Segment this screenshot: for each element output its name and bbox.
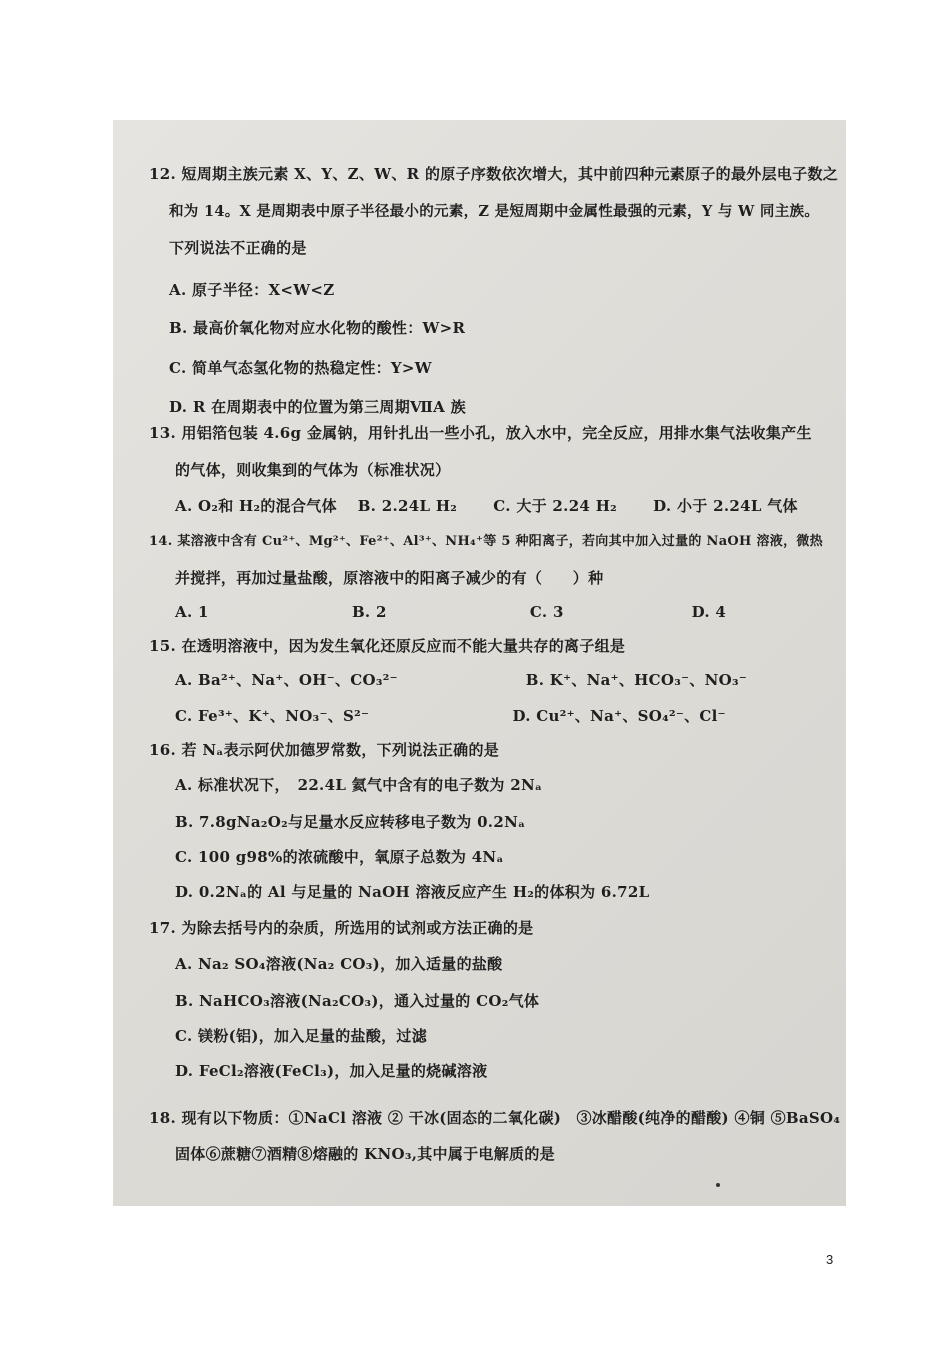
q18-line-1: 18. 现有以下物质：①NaCl 溶液 ② 干冰(固态的二氧化碳) ③冰醋酸(纯净的醋酸) ④铜 ⑤BaSO₄ — [149, 1109, 841, 1127]
q16-option-a: A. 标准状况下， 22.4L 氦气中含有的电子数为 2Nₐ — [175, 776, 543, 794]
q16-option-c: C. 100 g98%的浓硫酸中，氧原子总数为 4Nₐ — [175, 848, 504, 866]
q17-option-d: D. FeCl₂溶液(FeCl₃)，加入足量的烧碱溶液 — [175, 1062, 488, 1080]
q17-stem: 17. 为除去括号内的杂质，所选用的试剂或方法正确的是 — [149, 919, 534, 937]
q12-line-1: 12. 短周期主族元素 X、Y、Z、W、R 的原子序数依次增大，其中前四种元素原子的最外层电子数之 — [149, 165, 839, 183]
q12-line-3: 下列说法不正确的是 — [169, 239, 307, 257]
q12-option-a: A. 原子半径：X<W<Z — [169, 281, 335, 299]
q16-option-b: B. 7.8gNa₂O₂与足量水反应转移电子数为 0.2Nₐ — [175, 813, 526, 831]
q17-option-a: A. Na₂ SO₄溶液(Na₂ CO₃)，加入适量的盐酸 — [175, 955, 503, 973]
q18-line-2: 固体⑥蔗糖⑦酒精⑧熔融的 KNO₃,其中属于电解质的是 — [175, 1145, 555, 1163]
q15-stem: 15. 在透明溶液中，因为发生氧化还原反应而不能大量共存的离子组是 — [149, 637, 626, 655]
q15-options-ab: A. Ba²⁺、Na⁺、OH⁻、CO₃²⁻ B. K⁺、Na⁺、HCO₃⁻、NO₃⁻ — [175, 671, 748, 689]
scanned-page-photo — [113, 120, 846, 1206]
q17-option-b: B. NaHCO₃溶液(Na₂CO₃)，通入过量的 CO₂气体 — [175, 992, 540, 1010]
q16-stem: 16. 若 Nₐ表示阿伏加德罗常数，下列说法正确的是 — [149, 741, 500, 759]
q17-option-c: C. 镁粉(铝)，加入足量的盐酸，过滤 — [175, 1027, 428, 1045]
specks — [716, 1183, 720, 1187]
q14-line-1: 14. 某溶液中含有 Cu²⁺、Mg²⁺、Fe²⁺、Al³⁺、NH₄⁺等 5 种阳离子，若向其中加入过量的 NaOH 溶液，微热 — [149, 534, 823, 549]
q13-line-2: 的气体，则收集到的气体为（标准状况） — [175, 461, 451, 479]
q15-options-cd: C. Fe³⁺、K⁺、NO₃⁻、S²⁻ D. Cu²⁺、Na⁺、SO₄²⁻、Cl⁻ — [175, 707, 726, 725]
q14-options: A. 1 B. 2 C. 3 D. 4 — [175, 603, 727, 621]
q12-line-2: 和为 14。X 是周期表中原子半径最小的元素，Z 是短周期中金属性最强的元素，Y 与 W 同主族。 — [169, 203, 820, 220]
q12-option-d: D. R 在周期表中的位置为第三周期ⅦA 族 — [169, 398, 466, 416]
q13-options: A. O₂和 H₂的混合气体 B. 2.24L H₂ C. 大于 2.24 H₂ D. 小于 2.24L 气体 — [175, 497, 798, 515]
q12-option-c: C. 简单气态氢化物的热稳定性：Y>W — [169, 359, 432, 377]
q12-option-b: B. 最高价氧化物对应水化物的酸性：W>R — [169, 319, 466, 337]
q13-line-1: 13. 用铝箔包装 4.6g 金属钠，用针扎出一些小孔，放入水中，完全反应，用排水集气法收集产生 — [149, 424, 812, 442]
page-number: 3 — [826, 1252, 834, 1267]
q14-line-2: 并搅拌，再加过量盐酸，原溶液中的阳离子减少的有（ ）种 — [175, 569, 604, 587]
q16-option-d: D. 0.2Nₐ的 Al 与足量的 NaOH 溶液反应产生 H₂的体积为 6.72L — [175, 883, 650, 901]
